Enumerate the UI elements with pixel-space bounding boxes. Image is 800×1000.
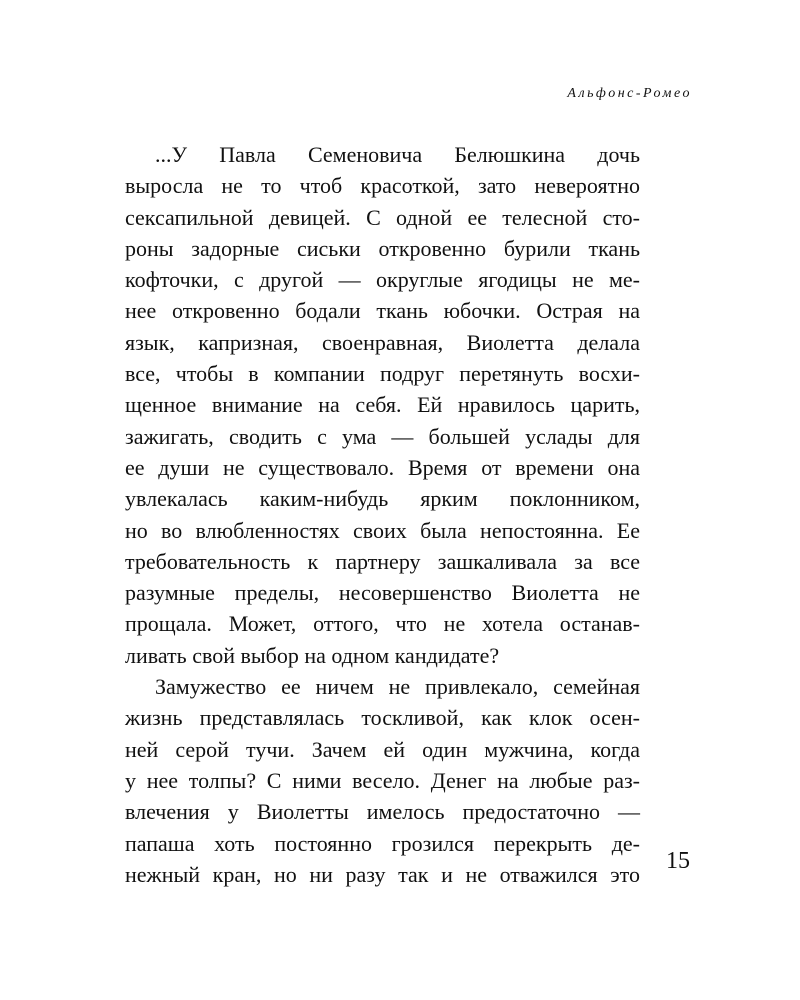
text-line: увлекалась каким-нибудь ярким поклонником, [125, 486, 640, 512]
text-line: Замужество ее ничем не привлекало, семейная [155, 674, 640, 700]
text-line: ней серой тучи. Зачем ей один мужчина, когда [125, 736, 640, 762]
text-line: ее души не существовало. Время от времени она [125, 454, 640, 480]
text-line: кофточки, с другой — округлые ягодицы не ме- [125, 267, 640, 293]
text-line: папаша хоть постоянно грозился перекрыть де- [125, 830, 640, 856]
text-line: сексапильной девицей. С одной ее телесной сто- [125, 204, 640, 230]
text-line: щенное внимание на себя. Ей нравилось царить, [125, 392, 640, 418]
paragraph [125, 671, 640, 890]
running-header: Альфонс-Ромео [567, 86, 692, 101]
text-line: у нее толпы? С ними весело. Денег на любые раз- [125, 767, 640, 793]
text-line: но во влюбленностях своих была непостоянна. Ее [125, 517, 640, 543]
page-number: 15 [666, 848, 690, 874]
body-text [125, 139, 640, 890]
text-line: прощала. Может, оттого, что не хотела останав- [125, 611, 640, 637]
text-line: язык, капризная, своенравная, Виолетта делала [125, 329, 640, 355]
text-line: роны задорные сиськи откровенно бурили ткань [125, 235, 640, 261]
text-line: влечения у Виолетты имелось предостаточно — [125, 799, 640, 825]
paragraph [125, 139, 640, 671]
text-line: нее откровенно бодали ткань юбочки. Острая на [125, 298, 640, 324]
text-line: жизнь представлялась тоскливой, как клок осен- [125, 705, 640, 731]
text-line: выросла не то чтоб красоткой, зато невероятно [125, 173, 640, 199]
text-line: ливать свой выбор на одном кандидате? [125, 642, 500, 668]
text-line: все, чтобы в компании подруг перетянуть восхи- [125, 361, 640, 387]
text-line: требовательность к партнеру зашкаливала за все [125, 548, 640, 574]
text-line: ...У Павла Семеновича Белюшкина дочь [155, 142, 640, 167]
text-line: зажигать, сводить с ума — большей услады для [125, 423, 640, 449]
text-line: нежный кран, но ни разу так и не отважился это [125, 861, 640, 887]
text-line: разумные пределы, несовершенство Виолетта не [125, 580, 640, 606]
